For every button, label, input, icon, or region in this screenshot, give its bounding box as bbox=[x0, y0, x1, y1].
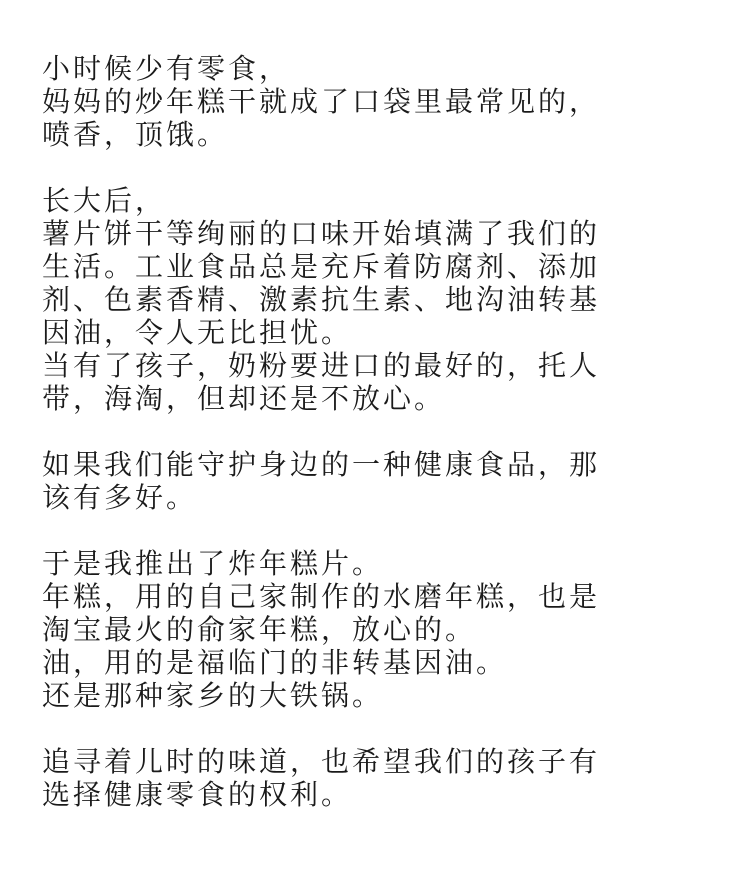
text-line: 带，海淘，但却还是不放心。 bbox=[42, 382, 446, 415]
text-line: 选择健康零食的权利。 bbox=[42, 778, 353, 811]
paragraph-product bbox=[42, 547, 642, 712]
text-line: 如果我们能守护身边的一种健康食品，那 bbox=[42, 448, 601, 481]
paragraph-gap bbox=[42, 514, 642, 547]
text-line: 于是我推出了炸年糕片。 bbox=[42, 547, 384, 580]
text-line: 因油，令人无比担忧。 bbox=[42, 316, 353, 349]
text-line: 年糕，用的自己家制作的水磨年糕，也是 bbox=[42, 580, 601, 613]
paragraph-gap bbox=[42, 712, 642, 745]
text-line: 淘宝最火的俞家年糕，放心的。 bbox=[42, 613, 477, 646]
text-line: 还是那种家乡的大铁锅。 bbox=[42, 679, 384, 712]
text-line: 当有了孩子，奶粉要进口的最好的，托人 bbox=[42, 349, 601, 382]
text-line: 油，用的是福临门的非转基因油。 bbox=[42, 646, 508, 679]
text-line: 剂、色素香精、激素抗生素、地沟油转基 bbox=[42, 283, 601, 316]
paragraph-growing-up bbox=[42, 184, 642, 415]
text-line: 妈妈的炒年糕干就成了口袋里最常见的， bbox=[42, 85, 601, 118]
paragraph-gap bbox=[42, 151, 642, 184]
text-line: 长大后， bbox=[42, 184, 167, 217]
text-line: 追寻着儿时的味道，也希望我们的孩子有 bbox=[42, 745, 601, 778]
text-line: 生活。工业食品总是充斥着防腐剂、添加 bbox=[42, 250, 601, 283]
text-line: 喷香，顶饿。 bbox=[42, 118, 229, 151]
text-line: 薯片饼干等绚丽的口味开始填满了我们的 bbox=[42, 217, 601, 250]
paragraph-closing bbox=[42, 745, 642, 811]
text-line: 小时候少有零食， bbox=[42, 52, 291, 85]
story-text bbox=[42, 52, 642, 811]
text-line: 该有多好。 bbox=[42, 481, 198, 514]
paragraph-wish bbox=[42, 448, 642, 514]
paragraph-gap bbox=[42, 415, 642, 448]
paragraph-childhood bbox=[42, 52, 642, 151]
